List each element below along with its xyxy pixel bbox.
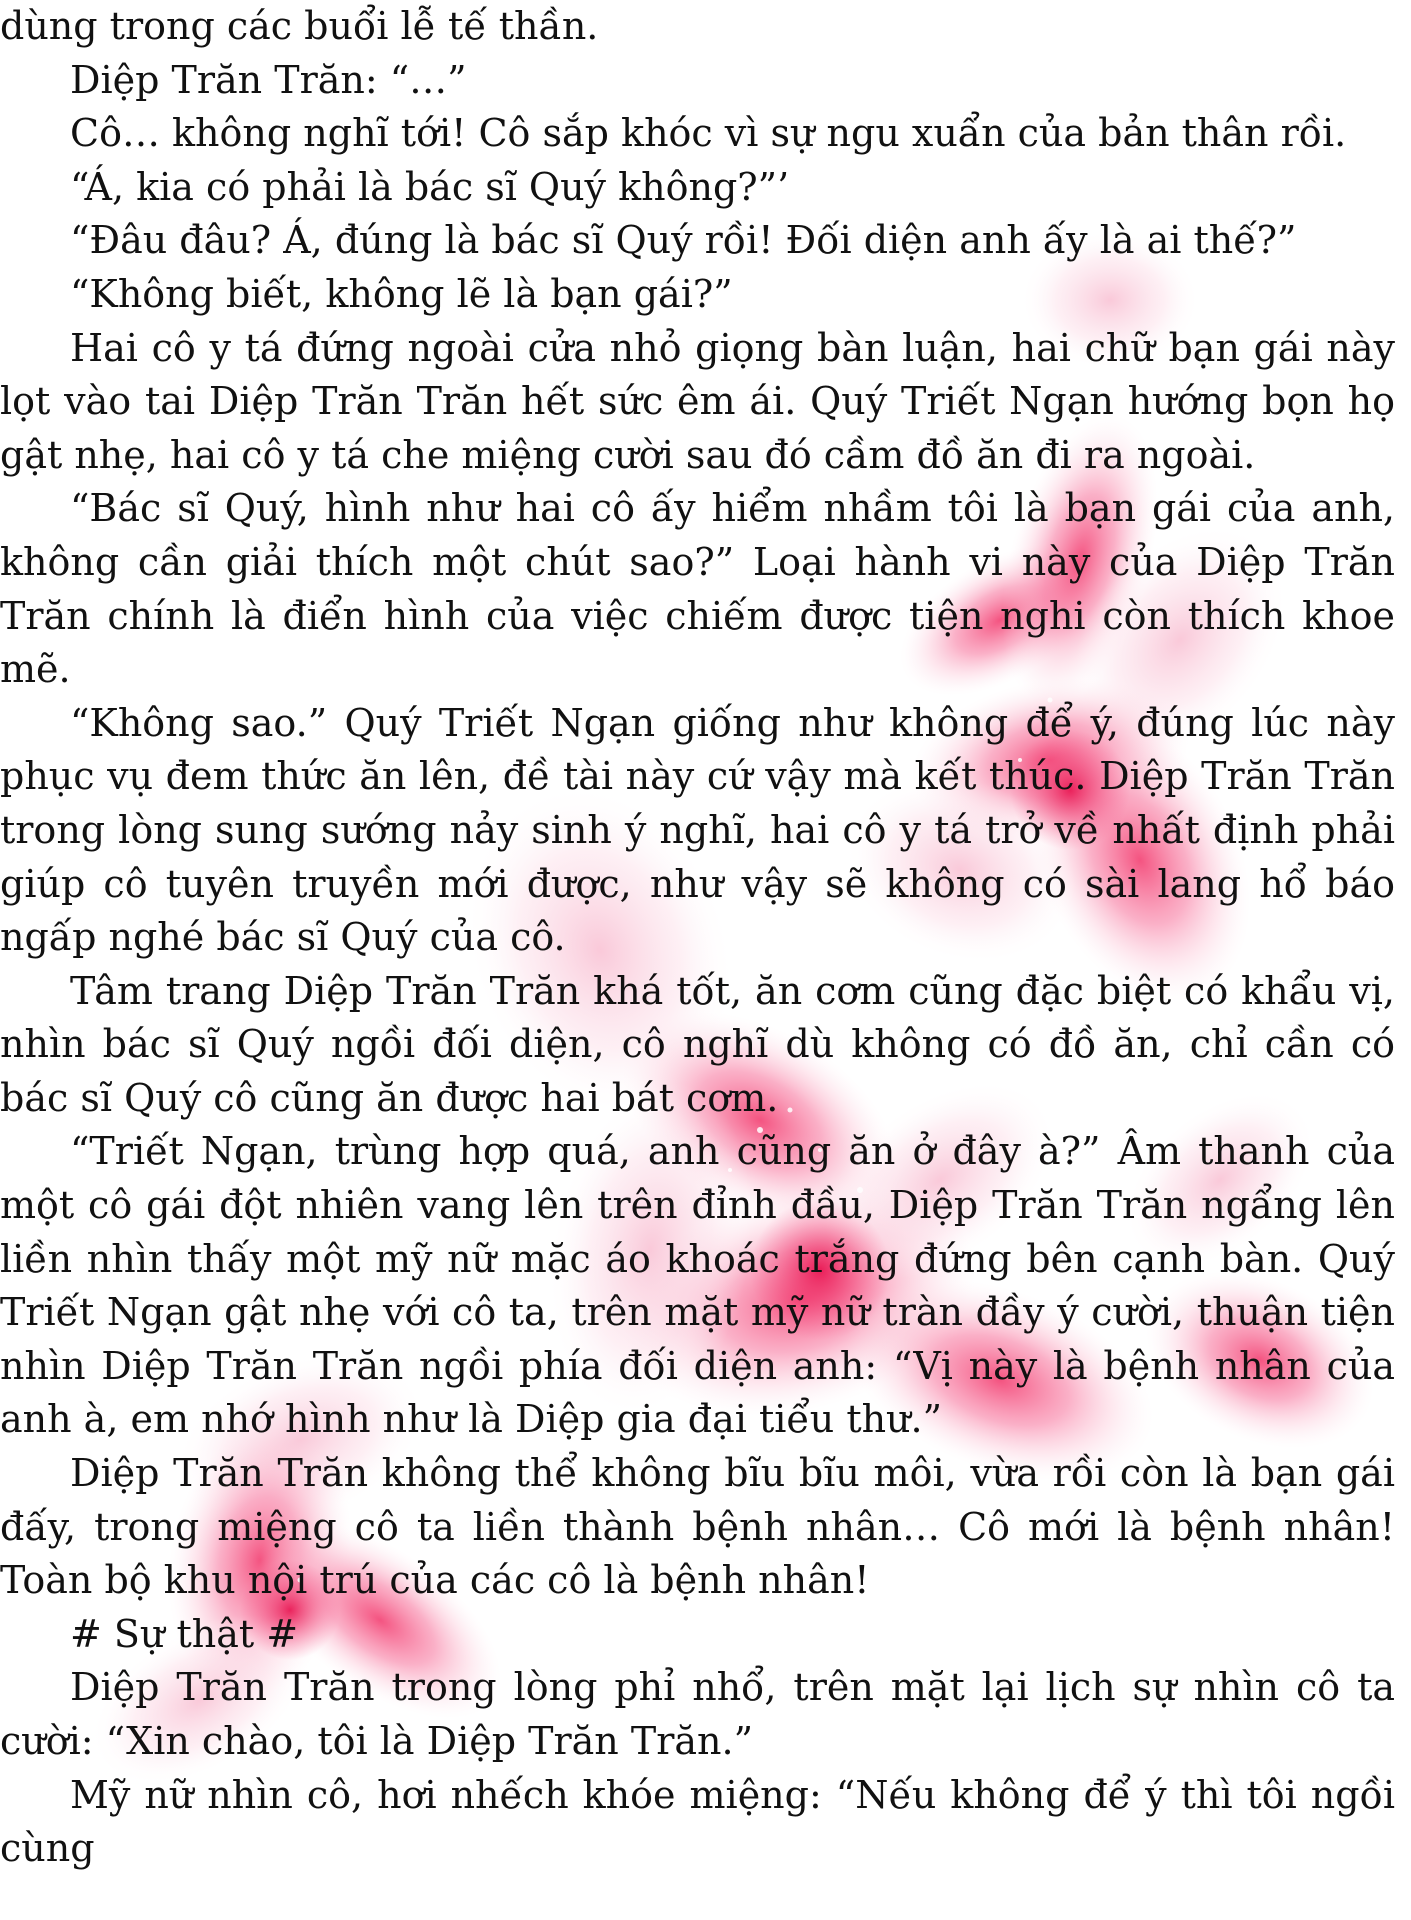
paragraph: dùng trong các buổi lễ tế thần.: [0, 4, 599, 48]
paragraph: Diệp Trăn Trăn không thể không bĩu bĩu môi, vừa rồi còn là bạn gái đấy, trong miệng cô ta liền thành bệnh nhân… Cô mới là bệnh nhân! Toàn bộ khu nội trú của các cô là bệnh nhân!: [0, 1451, 1395, 1603]
paragraph: Diệp Trăn Trăn trong lòng phỉ nhổ, trên mặt lại lịch sự nhìn cô ta cười: “Xin chào, tôi là Diệp Trăn Trăn.”: [0, 1665, 1395, 1763]
paragraph: “Á, kia có phải là bác sĩ Quý không?”’: [70, 164, 790, 209]
paragraph: “Bác sĩ Quý, hình như hai cô ấy hiểm nhầm tôi là bạn gái của anh, không cần giải thích một chút sao?” Loại hành vi này của Diệp Trăn Trăn chính là điển hình của việc chiếm được tiện nghi còn thích khoe mẽ.: [0, 486, 1395, 692]
section-marker: # Sự thật #: [70, 1611, 299, 1656]
paragraph: “Không biết, không lẽ là bạn gái?”: [70, 271, 733, 316]
paragraph: “Đâu đâu? Á, đúng là bác sĩ Quý rồi! Đối diện anh ấy là ai thế?”: [70, 218, 1297, 263]
paragraph: Diệp Trăn Trăn: “…”: [70, 57, 467, 102]
paragraph: Tâm trang Diệp Trăn Trăn khá tốt, ăn cơm cũng đặc biệt có khẩu vị, nhìn bác sĩ Quý ngồi đối diện, cô nghĩ dù không có đồ ăn, chỉ cần có bác sĩ Quý cô cũng ăn được hai bát cơm.: [0, 968, 1395, 1120]
paragraph: Cô… không nghĩ tới! Cô sắp khóc vì sự ngu xuẩn của bản thân rồi.: [70, 111, 1347, 156]
paragraph: Hai cô y tá đứng ngoài cửa nhỏ giọng bàn luận, hai chữ bạn gái này lọt vào tai Diệp Trăn Trăn hết sức êm ái. Quý Triết Ngạn hướng bọn họ gật nhẹ, hai cô y tá che miệng cười sau đó cầm đồ ăn đi ra ngoài.: [0, 325, 1395, 477]
paragraph: “Không sao.” Quý Triết Ngạn giống như không để ý, đúng lúc này phục vụ đem thức ăn lên, đề tài này cứ vậy mà kết thúc. Diệp Trăn Trăn trong lòng sung sướng nảy sinh ý nghĩ, hai cô y tá trở về nhất định phải giúp cô tuyên truyền mới được, như vậy sẽ không có sài lang hổ báo ngấp nghé bác sĩ Quý của cô.: [0, 700, 1395, 960]
paragraph: “Triết Ngạn, trùng hợp quá, anh cũng ăn ở đây à?” Âm thanh của một cô gái đột nhiên vang lên trên đỉnh đầu, Diệp Trăn Trăn ngẩng lên liền nhìn thấy một mỹ nữ mặc áo khoác trắng đứng bên cạnh bàn. Quý Triết Ngạn gật nhẹ với cô ta, trên mặt mỹ nữ tràn đầy ý cười, thuận tiện nhìn Diệp Trăn Trăn ngồi phía đối diện anh: “Vị này là bệnh nhân của anh à, em nhớ hình như là Diệp gia đại tiểu thư.”: [0, 1129, 1395, 1442]
paragraph: Mỹ nữ nhìn cô, hơi nhếch khóe miệng: “Nếu không để ý thì tôi ngồi cùng: [0, 1772, 1395, 1871]
